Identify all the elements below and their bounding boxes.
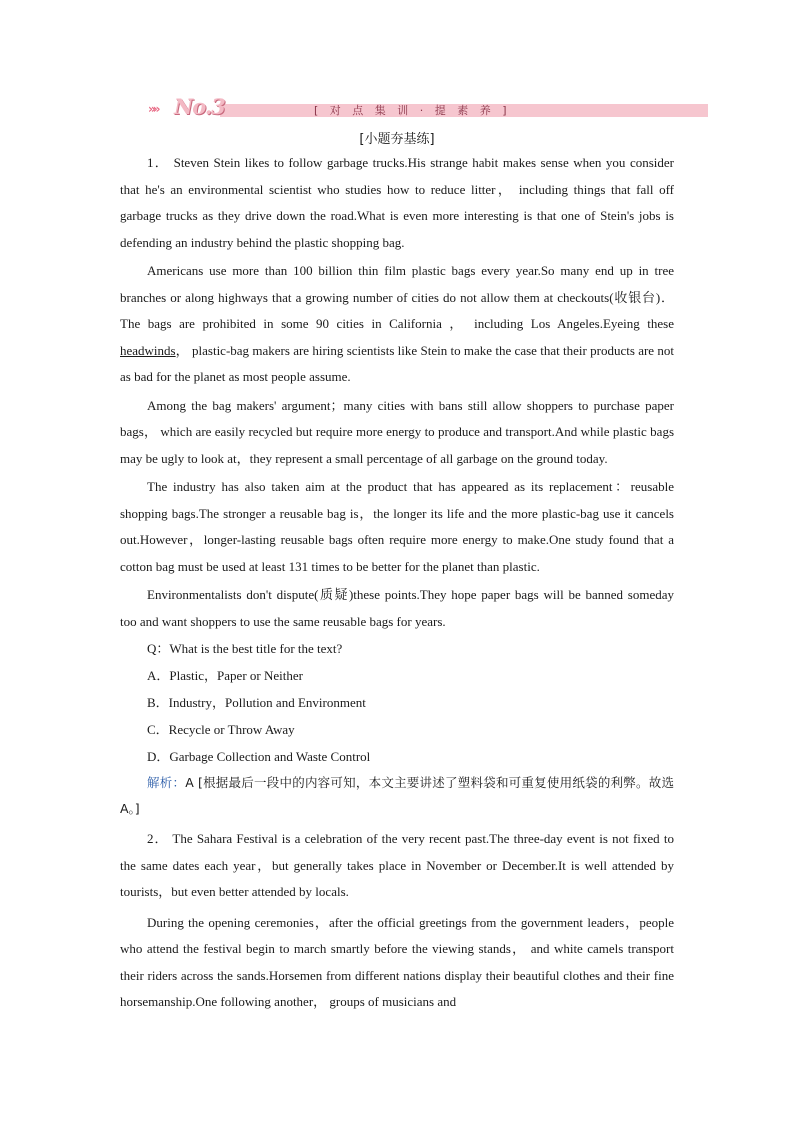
q1-option-b: B．Industry，Pollution and Environment (147, 695, 366, 710)
q1-paragraph-2-text-b: ， plastic-bag makers are hiring scientists like Stein to make the case that their products are not as bad for the planet as most people assume. (120, 342, 674, 384)
q1-option-c: C．Recycle or Throw Away (147, 722, 295, 737)
q2-paragraph-2: During the opening ceremonies，after the official greetings from the government leaders，people who attend the festival begin to march smartly before the viewing stands， and white camels transport their riders across the sands.Horsemen from different nations display their beautiful clothes and their fine horsemanship.One following another， groups of musicians and (120, 914, 674, 1009)
q1-paragraph-2-text-a: Americans use more than 100 billion thin film plastic bags every year.So many end up in tree branches or along highways that a growing number of cities do not allow them at checkouts(收银台)． The bags are prohibited in some 90 cities in California ， including Los Angeles.Eyeing these (120, 263, 674, 331)
section-banner (148, 94, 708, 120)
q1-paragraph-3: Among the bag makers' argument；many cities with bans still allow shoppers to purchase paper bags， which are easily recycled but require more energy to produce and transport.And while plastic bags may be ugly to look at，they represent a small percentage of all garbage on the ground today. (120, 397, 674, 466)
q1-paragraph-1: 1． Steven Stein likes to follow garbage trucks.His strange habit makes sense when you consider that he's an environmental scientist who studies how to reduce litter， including things that fall off garbage trucks as they drive down the road.What is even more interesting is that one of Stein's jobs is defending an industry behind the plastic shopping bag. (120, 155, 674, 250)
q1-paragraph-5: Environmentalists don't dispute(质疑)these points.They hope paper bags will be banned someday too and want shoppers to use the same reusable bags for years. (120, 587, 674, 629)
section-number-badge: No.3 (174, 94, 225, 119)
exercise-subtitle: [小题夯基练] (359, 132, 435, 147)
analysis-text: A [根据最后一段中的内容可知，本文主要讲述了塑料袋和可重复使用纸袋的利弊。故选 A。] (120, 775, 674, 816)
banner-title: [ 对 点 集 训 · 提 素 养 ] (314, 104, 511, 117)
exercise-content (120, 150, 674, 1016)
q2-paragraph-1: 2． The Sahara Festival is a celebration of the very recent past.The three-day event is not fixed to the same dates each year，but generally takes place in November or December.It is well attended by tourists，but even better attended by locals. (120, 831, 674, 899)
q1-option-d: D．Garbage Collection and Waste Control (147, 749, 371, 764)
q1-option-a: A．Plastic，Paper or Neither (147, 668, 303, 683)
underlined-word: headwinds (120, 342, 176, 358)
double-arrow-icon: »» (148, 102, 158, 116)
q1-question: Q：What is the best title for the text? (147, 641, 343, 656)
q1-paragraph-4: The industry has also taken aim at the product that has appeared as its replacement：reusable shopping bags.The stronger a reusable bag is，the longer its life and the more plastic-bag use it cancels out.However，longer-lasting reusable bags often require more energy to make.One study found that a cotton bag must be used at least 131 times to be better for the planet than plastic. (120, 479, 674, 574)
analysis-label: 解析： (147, 775, 186, 790)
q1-analysis (120, 770, 674, 822)
q1-paragraph-2 (120, 258, 674, 391)
